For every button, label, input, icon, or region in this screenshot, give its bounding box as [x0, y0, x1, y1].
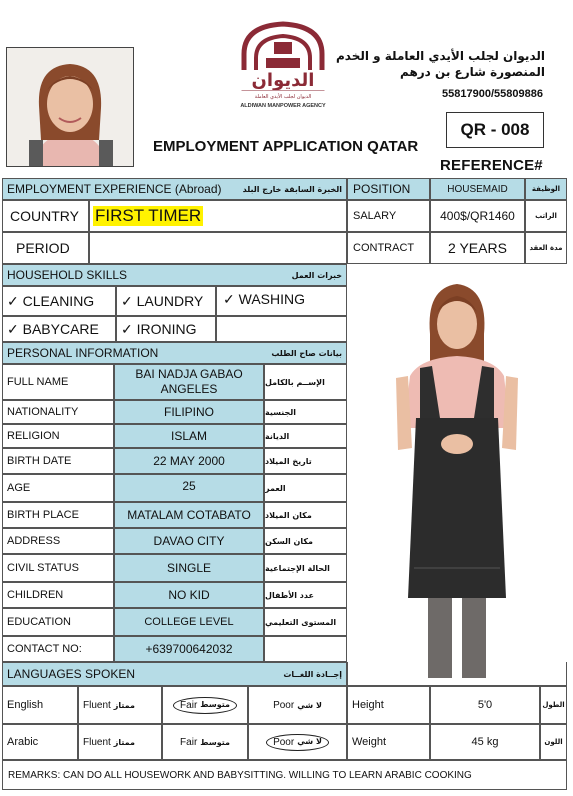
english-fair-arabic: متوسط — [200, 699, 230, 709]
children-arabic: عدد الأطفال — [264, 582, 347, 608]
arabic-fluent-option — [78, 724, 162, 760]
salary-value: 400$/QR1460 — [430, 200, 525, 232]
page-title: EMPLOYMENT APPLICATION QATAR — [153, 138, 419, 155]
weight-value: 45 kg — [430, 724, 540, 760]
contract-value: 2 YEARS — [430, 232, 525, 264]
country-value-cell — [89, 200, 347, 232]
salary-label: SALARY — [347, 200, 430, 232]
weight-label: Weight — [347, 724, 430, 760]
arabic-fair-option — [162, 724, 248, 760]
civil-status-arabic: الحالة الإجتماعية — [264, 554, 347, 582]
religion-label: RELIGION — [2, 424, 114, 448]
nationality-value: FILIPINO — [114, 400, 264, 424]
period-value — [89, 232, 347, 264]
civil-status-label: CIVIL STATUS — [2, 554, 114, 582]
remarks: REMARKS: CAN DO ALL HOUSEWORK AND BABYSITTING. WILLING TO LEARN ARABIC COOKING — [2, 760, 567, 790]
birth-date-value: 22 MAY 2000 — [114, 448, 264, 474]
height-label: Height — [347, 686, 430, 724]
height-value: 5'0 — [430, 686, 540, 724]
arabic-fair-arabic: متوسط — [200, 737, 230, 747]
position-label-arabic: الوظيفة — [525, 178, 567, 200]
full-name-value: BAI NADJA GABAO ANGELES — [114, 364, 264, 400]
experience-title: EMPLOYMENT EXPERIENCE (Abroad) — [7, 182, 222, 196]
contract-label-arabic: مدة العقد — [525, 232, 567, 264]
reference-code-box: QR - 008 — [446, 112, 544, 148]
contact-label: CONTACT NO: — [2, 636, 114, 662]
children-label: CHILDREN — [2, 582, 114, 608]
english-poor-label: Poor — [273, 699, 295, 711]
english-fair-label: Fair — [180, 699, 198, 711]
nationality-label: NATIONALITY — [2, 400, 114, 424]
skill-laundry: ✓ LAUNDRY — [116, 286, 216, 316]
address-value: DAVAO CITY — [114, 528, 264, 554]
experience-title-arabic: الخبرة السابقة خارج البلد — [242, 184, 342, 194]
skills-title-arabic: خبرات العمل — [291, 270, 342, 280]
skill-babycare: ✓ BABYCARE — [2, 316, 116, 342]
children-value: NO KID — [114, 582, 264, 608]
full-name-label: FULL NAME — [2, 364, 114, 400]
age-label: AGE — [2, 474, 114, 502]
address-arabic: مكان السكن — [264, 528, 347, 554]
skill-ironing: ✓ IRONING — [116, 316, 216, 342]
arabic-poor-selected-circle — [266, 734, 329, 751]
skills-section-header — [2, 264, 347, 286]
arabic-fair-label: Fair — [180, 736, 198, 748]
nationality-arabic: الجنسية — [264, 400, 347, 424]
country-label: COUNTRY — [2, 200, 89, 232]
position-value: HOUSEMAID — [430, 178, 525, 200]
education-arabic: المستوى التعليمي — [264, 608, 347, 636]
agency-phone-numbers: 55817900/55809886 — [442, 88, 543, 100]
contact-arabic — [264, 636, 347, 662]
english-fluent-arabic: ممتاز — [113, 700, 135, 710]
age-value: 25 — [114, 474, 264, 502]
language-english: English — [2, 686, 78, 724]
logo-arabic-subtitle: الديوان لجلب الأيدي العاملة — [254, 94, 312, 100]
english-poor-option — [248, 686, 347, 724]
contract-label: CONTRACT — [347, 232, 430, 264]
personal-title-arabic: بيانات صاح الطلب — [271, 348, 342, 358]
birth-date-label: BIRTH DATE — [2, 448, 114, 474]
birth-place-value: MATALAM COTABATO — [114, 502, 264, 528]
languages-title: LANGUAGES SPOKEN — [7, 667, 136, 681]
languages-title-arabic: إجــادة اللغــات — [283, 669, 342, 679]
english-poor-arabic: لا شي — [297, 700, 322, 710]
arabic-poor-label: Poor — [273, 736, 295, 748]
arabic-poor-option — [248, 724, 347, 760]
religion-value: ISLAM — [114, 424, 264, 448]
education-value: COLLEGE LEVEL — [114, 608, 264, 636]
applicant-portrait-photo — [6, 47, 134, 167]
language-arabic: Arabic — [2, 724, 78, 760]
logo-arabic-text: الديوان — [251, 70, 315, 91]
arabic-fluent-label: Fluent — [83, 736, 111, 748]
address-label: ADDRESS — [2, 528, 114, 554]
weight-arabic: اللون — [540, 724, 567, 760]
birth-date-arabic: تاريخ الميلاد — [264, 448, 347, 474]
skill-cleaning: ✓ CLEANING — [2, 286, 116, 316]
agency-name-arabic: الديوان لجلب الأيدي العاملة و الخدم — [335, 49, 545, 63]
experience-section-header — [2, 178, 347, 200]
english-fluent-option — [78, 686, 162, 724]
languages-section-header — [2, 662, 347, 686]
skill-empty — [216, 316, 347, 342]
logo-english-text: ALDIWAN MANPOWER AGENCY — [240, 103, 326, 109]
arabic-fluent-arabic: ممتاز — [113, 737, 135, 747]
period-label: PERIOD — [2, 232, 89, 264]
religion-arabic: الديانة — [264, 424, 347, 448]
arabic-poor-arabic: لا شي — [297, 736, 322, 746]
skill-washing: ✓ WASHING — [216, 286, 347, 316]
languages-header-spacer — [347, 662, 567, 686]
personal-section-header — [2, 342, 347, 364]
personal-title: PERSONAL INFORMATION — [7, 346, 159, 360]
agency-address-arabic: المنصورة شارع بن درهم — [400, 65, 545, 79]
age-arabic: العمر — [264, 474, 347, 502]
full-name-arabic: الإســم بالكامل — [264, 364, 347, 400]
education-label: EDUCATION — [2, 608, 114, 636]
birth-place-label: BIRTH PLACE — [2, 502, 114, 528]
contact-value: +639700642032 — [114, 636, 264, 662]
english-fluent-label: Fluent — [83, 699, 111, 711]
skills-title: HOUSEHOLD SKILLS — [7, 268, 128, 282]
agency-logo — [236, 18, 330, 110]
birth-place-arabic: مكان الميلاد — [264, 502, 347, 528]
applicant-full-body-photo — [350, 268, 564, 686]
english-fair-option — [162, 686, 248, 724]
civil-status-value: SINGLE — [114, 554, 264, 582]
position-label: POSITION — [347, 178, 430, 200]
english-fair-selected-circle — [173, 697, 237, 714]
salary-label-arabic: الراتب — [525, 200, 567, 232]
height-arabic: الطول — [540, 686, 567, 724]
agency-arabic-info — [336, 48, 545, 80]
reference-label: REFERENCE# — [440, 157, 543, 174]
country-value: FIRST TIMER — [95, 206, 202, 225]
